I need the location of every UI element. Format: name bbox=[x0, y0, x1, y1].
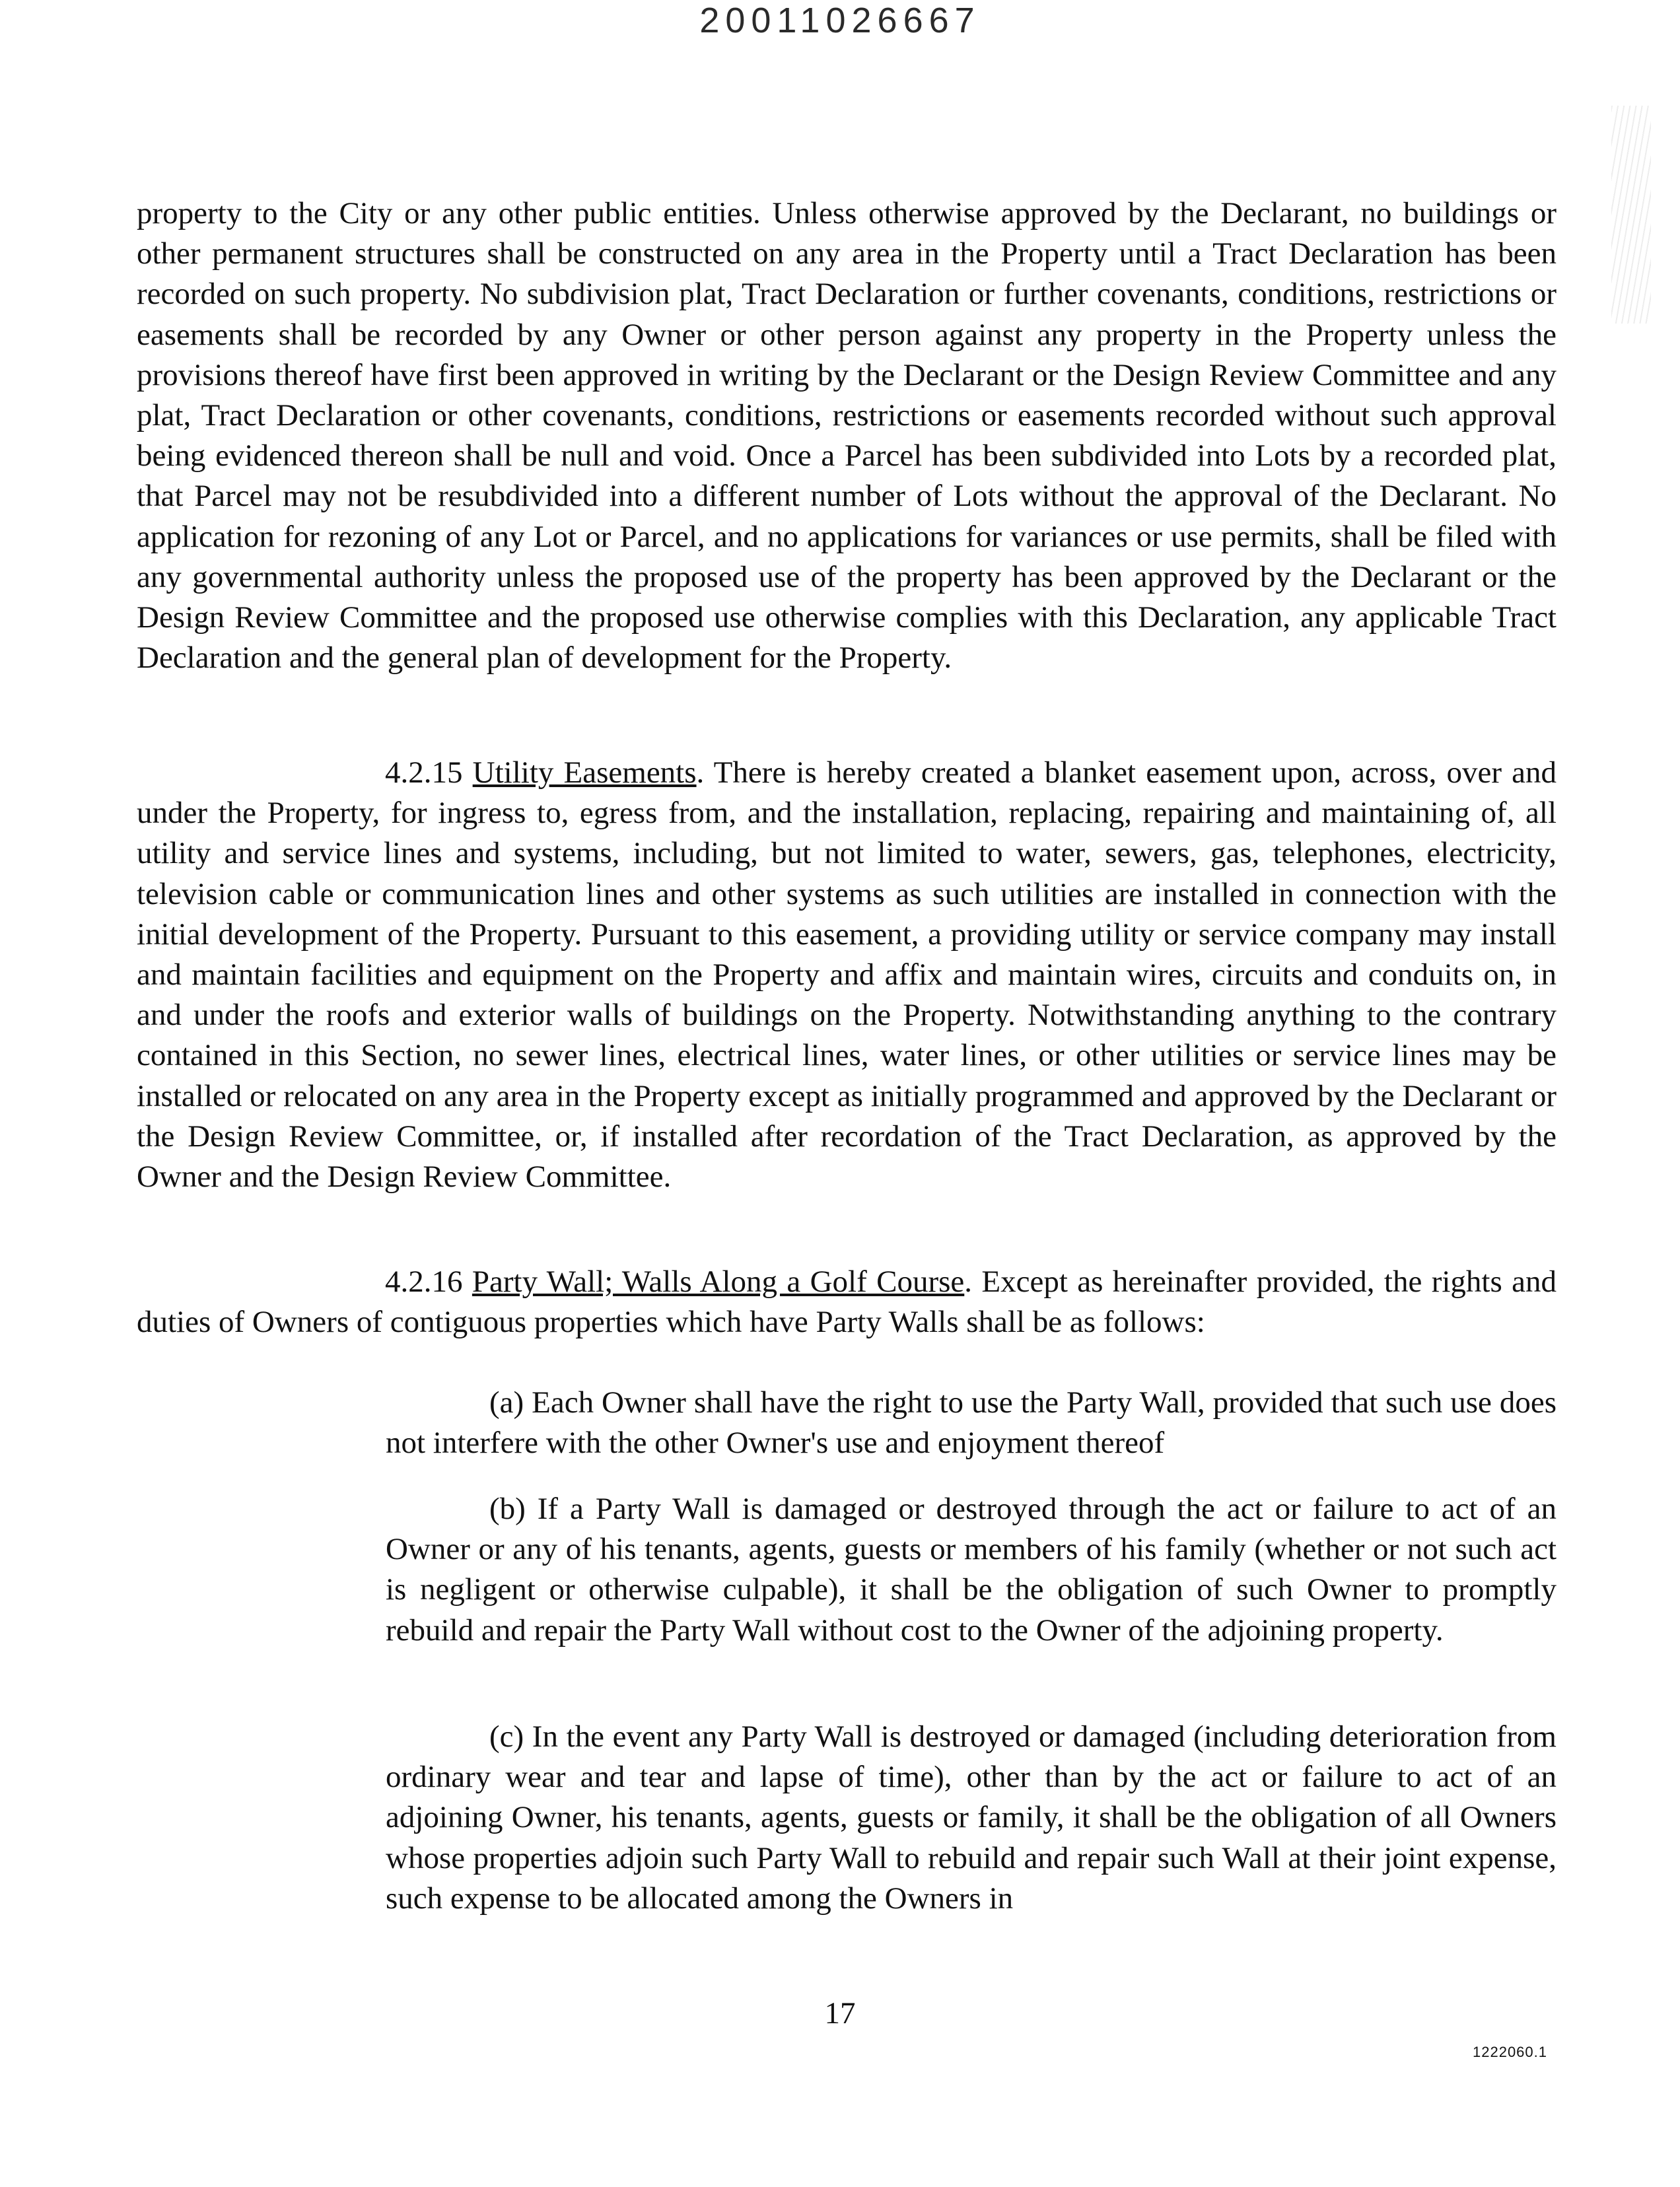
subsection-c: (c) In the event any Party Wall is destroyed or damaged (including deterioration from ordinary wear and tear and lapse of time), other than by the act or failure to act of an adjoining Owner, his tenants, agents, guests or family, it shall be the obligation of all Owners whose properties adjoin such Party Wall to rebuild and repair such Wall at their joint expense, such expense to be allocated among the Owners in bbox=[386, 1719, 1557, 1916]
section-4-2-15 bbox=[137, 753, 1557, 1197]
section-4-2-15-title: Utility Easements bbox=[472, 755, 697, 790]
section-4-2-16-number: 4.2.16 bbox=[385, 1265, 463, 1299]
section-4-2-16-title: Party Wall; Walls Along a Golf Course bbox=[472, 1265, 965, 1299]
scan-artifact bbox=[1611, 106, 1651, 324]
section-4-2-16-text: . Except as hereinafter provided, the rights and duties of Owners of contiguous properties which have Party Walls shall be as follows: bbox=[137, 1265, 1557, 1340]
section-4-2-15-number: 4.2.15 bbox=[385, 755, 463, 790]
subsection-b: (b) If a Party Wall is damaged or destroyed through the act or failure to act of an Owner or any of his tenants, agents, guests or members of his family (whether or not such act is negligent or otherwise culpable), it shall be the obligation of such Owner to promptly rebuild and repair the Party Wall without cost to the Owner of the adjoining property. bbox=[386, 1492, 1557, 1648]
document-code: 1222060.1 bbox=[1473, 2044, 1547, 2060]
section-4-2-16 bbox=[137, 1262, 1557, 1342]
recording-number: 20011026667 bbox=[699, 1, 981, 40]
section-4-2-15-text: . There is hereby created a blanket easement upon, across, over and under the Property, for ingress to, egress from, and the installation, replacing, repairing and maintaining of, all utility and service lines and systems, including, but not limited to water, sewers, gas, telephones, electricity, television cable or communication lines and other systems as such utilities are installed in connection with the initial development of the Property. Pursuant to this easement, a providing utility or service company may install and maintain facilities and equipment on the Property and affix and maintain wires, circuits and conduits on, in and under the roofs and exterior walls of buildings on the Property. Notwithstanding anything to the contrary contained in this Section, no sewer lines, electrical lines, water lines, or other utilities or service lines may be installed or relocated on any area in the Property except as initially programmed and approved by the Declarant or the Design Review Committee, or, if installed after recordation of the Tract Declaration, as approved by the Owner and the Design Review Committee. bbox=[137, 755, 1557, 1195]
subsection-a: (a) Each Owner shall have the right to use the Party Wall, provided that such use does not interfere with the other Owner's use and enjoyment thereof bbox=[386, 1385, 1557, 1461]
intro-paragraph: property to the City or any other public entities. Unless otherwise approved by the Declarant, no buildings or other permanent structures shall be constructed on any area in the Property until a Tract Declaration has been recorded on such property. No subdivision plat, Tract Declaration or further covenants, conditions, restrictions or easements shall be recorded by any Owner or other person against any property in the Property unless the provisions thereof have first been approved in writing by the Declarant or the Design Review Committee and any plat, Tract Declaration or other covenants, conditions, restrictions or easements recorded without such approval being evidenced thereon shall be null and void. Once a Parcel has been subdivided into Lots by a recorded plat, that Parcel may not be resubdivided into a different number of Lots without the approval of the Declarant. No application for rezoning of any Lot or Parcel, and no applications for variances or use permits, shall be filed with any governmental authority unless the proposed use of the property has been approved by the Declarant or the Design Review Committee and the proposed use otherwise complies with this Declaration, any applicable Tract Declaration and the general plan of development for the Property. bbox=[137, 196, 1557, 676]
page-number: 17 bbox=[824, 1996, 856, 2031]
